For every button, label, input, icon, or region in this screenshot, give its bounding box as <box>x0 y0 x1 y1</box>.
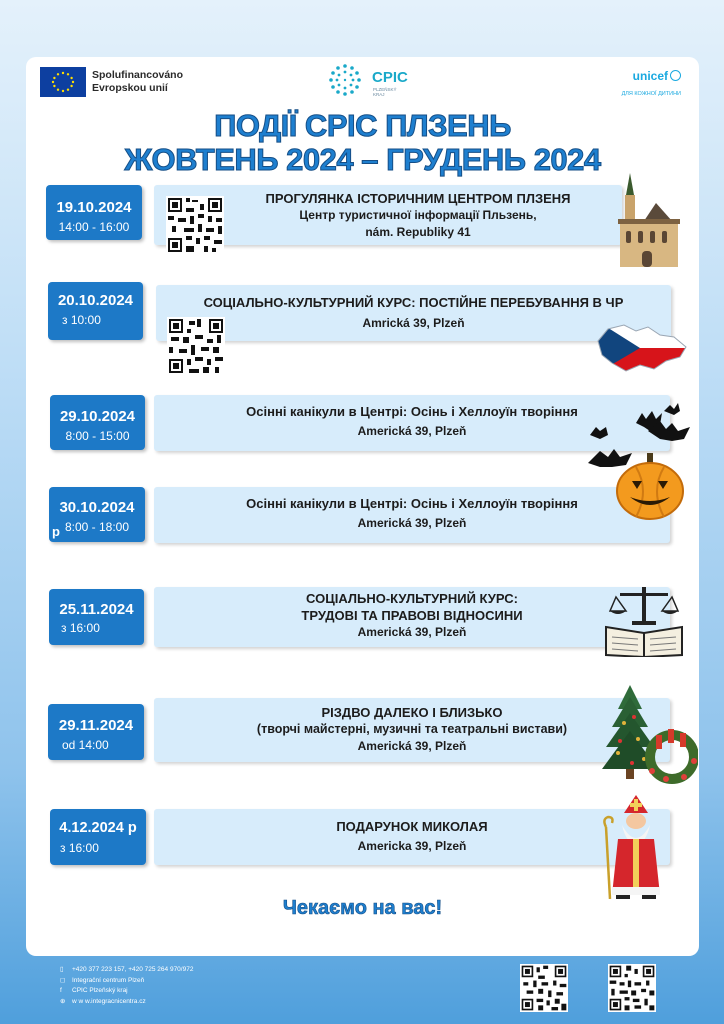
event-info-bar <box>154 185 622 245</box>
phone-icon: ▯ <box>60 966 64 973</box>
event-title-line1: СОЦІАЛЬНО-КУЛЬТУРНИЙ КУРС: <box>306 591 518 606</box>
event-address: Americká 39, Plzeň <box>357 739 467 753</box>
cpic-sub-line1: PLZEŇSKÝ <box>373 87 397 92</box>
event-date-box <box>50 395 145 450</box>
event-time: 8:00 - 15:00 <box>65 429 130 443</box>
footer-phone <box>60 965 193 976</box>
instagram-icon: ◻ <box>60 976 66 984</box>
event-date-box <box>48 282 143 340</box>
event-date-marker: p <box>52 524 60 539</box>
event-title: ПОДАРУНОК МИКОЛАЯ <box>336 819 488 834</box>
event-text <box>154 590 670 641</box>
cpic-logo <box>328 63 428 103</box>
event-address: Americka 39, Plzeň <box>357 839 467 853</box>
footer-instagram-text: Integrační centrum Plzeň <box>72 976 145 984</box>
pumpkin-icon <box>614 451 686 521</box>
event-info-bar <box>154 587 670 647</box>
event-title-line2: ТРУДОВІ ТА ПРАВОВІ ВІДНОСИНИ <box>301 608 523 623</box>
event-address: Americká 39, Plzeň <box>357 424 467 438</box>
czech-map-flag-icon <box>594 319 690 375</box>
event-address: Americká 39, Plzeň <box>357 516 467 530</box>
event-info-bar <box>154 809 670 865</box>
footer-qr-code-icon[interactable] <box>520 964 568 1012</box>
event-date-box <box>48 704 144 760</box>
footer-phone-text: +420 377 223 157, +420 725 264 970/972 <box>72 966 194 973</box>
event-subtitle: (творчі майстерні, музичні та театральні вистави) <box>256 722 568 736</box>
eu-text-line2: Evropskou unií <box>92 82 168 94</box>
footer-website[interactable] <box>60 997 193 1008</box>
event-time: з 16:00 <box>61 621 100 635</box>
unicef-logo <box>622 67 681 97</box>
event-date: 4.12.2024 р <box>59 820 137 836</box>
footer-instagram[interactable] <box>60 976 193 987</box>
event-title: Осінні канікули в Центрі: Осінь і Хеллоуїн творіння <box>246 496 578 511</box>
event-title: РІЗДВО ДАЛЕКО І БЛИЗЬКО <box>321 705 503 720</box>
event-info-bar <box>154 698 670 762</box>
page-title-line1: ПОДІЇ CPIC ПЛЗЕНЬ <box>214 108 511 143</box>
cpic-subtitle <box>373 87 397 97</box>
footer-qr-code-icon[interactable] <box>608 964 656 1012</box>
christmas-tree-wreath-icon <box>600 683 698 791</box>
event-date: 25.11.2024 <box>59 601 134 618</box>
globe-icon: ⊕ <box>60 997 66 1005</box>
saint-nicholas-icon <box>600 795 674 899</box>
cpic-sub-line2: KRAJ <box>373 92 385 97</box>
qr-code-icon[interactable] <box>167 317 225 375</box>
event-date-box <box>49 589 144 645</box>
event-date-box <box>49 487 145 542</box>
event-title: Осінні канікули в Центрі: Осінь і Хеллоуїн творіння <box>246 404 578 419</box>
event-text <box>154 190 622 241</box>
event-address: Americká 39, Plzeň <box>357 625 467 639</box>
event-time: od 14:00 <box>62 738 109 752</box>
facebook-icon: f <box>60 987 62 994</box>
cathedral-icon <box>616 173 680 269</box>
unicef-tagline: ДЛЯ КОЖНОЇ ДИТИНИ <box>621 91 681 97</box>
cpic-name: CPIC <box>372 69 408 86</box>
unicef-name: unicef <box>632 69 668 83</box>
footer-facebook-text: CPIC Plzeňský kraj <box>72 987 128 994</box>
cpic-dots-icon <box>328 63 362 97</box>
event-title: СОЦІАЛЬНО-КУЛЬТУРНИЙ КУРС: ПОСТІЙНЕ ПЕРЕБУВАННЯ В ЧР <box>203 295 624 310</box>
footer-facebook[interactable] <box>60 986 193 997</box>
footer-contacts <box>60 965 193 1007</box>
eu-cofunding-text <box>92 69 183 95</box>
welcome-text: Чекаємо на вас! <box>282 897 443 919</box>
eu-flag-icon <box>40 67 86 97</box>
event-time: 14:00 - 16:00 <box>58 220 130 234</box>
event-date: 30.10.2024 <box>59 499 135 516</box>
event-date-box <box>50 809 146 865</box>
event-text <box>154 704 670 755</box>
event-date: 29.10.2024 <box>59 408 136 425</box>
event-date: 20.10.2024 <box>57 292 134 309</box>
event-time: з 10:00 <box>62 313 101 327</box>
event-info-bar <box>154 487 670 543</box>
qr-code-icon[interactable] <box>166 196 224 254</box>
poster-card <box>26 57 699 956</box>
event-date: 29.11.2024 <box>58 717 134 734</box>
event-time: з 16:00 <box>60 841 99 855</box>
event-address: nám. Republiky 41 <box>365 225 471 239</box>
footer-website-text: w w w.integracnicentra.cz <box>72 997 146 1005</box>
event-text <box>154 495 670 532</box>
unicef-globe-icon <box>670 70 681 81</box>
eu-text-line1: Spolufinancováno <box>92 69 184 81</box>
law-book-scales-icon <box>604 583 684 657</box>
page-title-line2: ЖОВТЕНЬ 2024 – ГРУДЕНЬ 2024 <box>124 142 601 177</box>
event-location: Центр туристичної інформації Пльзень, <box>299 208 537 222</box>
event-date-box <box>46 185 142 240</box>
event-title: ПРОГУЛЯНКА ІСТОРИЧНИМ ЦЕНТРОМ ПЛЗЕНЯ <box>265 191 571 206</box>
event-date: 19.10.2024 <box>56 199 132 216</box>
event-time: 8:00 - 18:00 <box>64 520 130 534</box>
event-text <box>154 818 670 855</box>
event-address: Amrická 39, Plzeň <box>362 316 465 330</box>
